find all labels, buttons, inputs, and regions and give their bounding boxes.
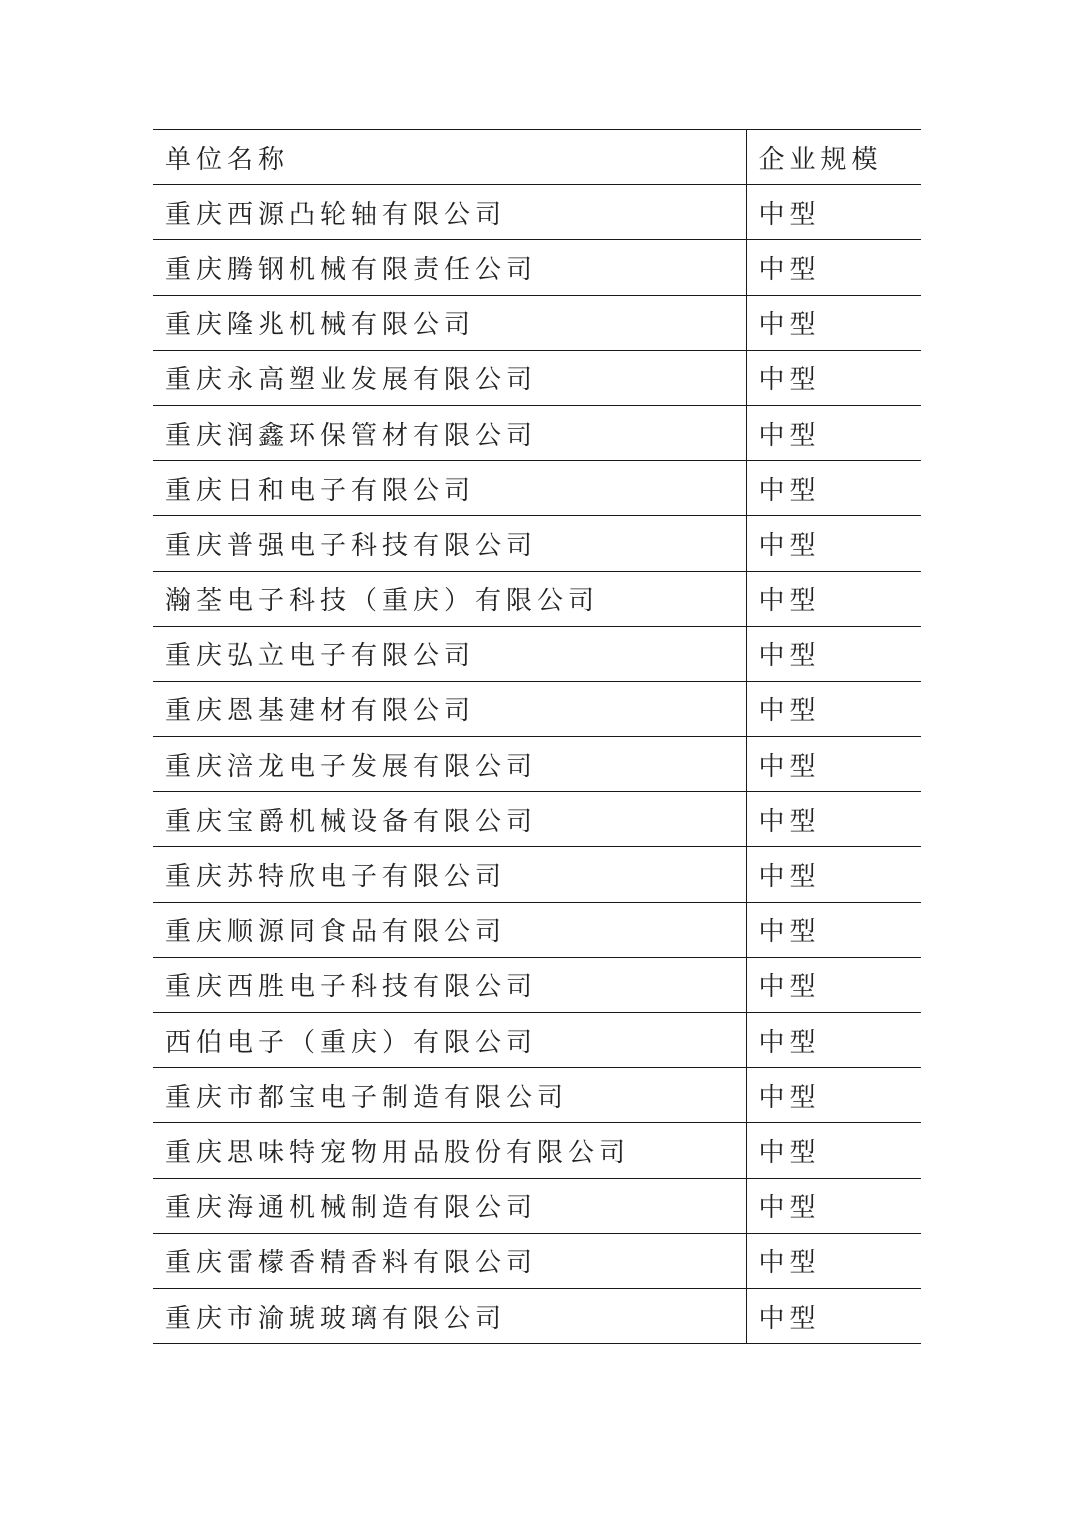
unit-name-cell: 重庆润鑫环保管材有限公司 xyxy=(153,405,746,460)
table-row xyxy=(153,405,921,460)
unit-name-cell: 重庆普强电子科技有限公司 xyxy=(153,516,746,571)
table-row xyxy=(153,681,921,736)
header-unit-name: 单位名称 xyxy=(153,130,746,185)
table-row xyxy=(153,461,921,516)
table-row xyxy=(153,240,921,295)
enterprise-size-cell: 中型 xyxy=(746,1178,921,1233)
enterprise-size-cell: 中型 xyxy=(746,185,921,240)
enterprise-size-cell: 中型 xyxy=(746,847,921,902)
unit-name-cell: 西伯电子（重庆）有限公司 xyxy=(153,1013,746,1068)
unit-name-cell: 重庆弘立电子有限公司 xyxy=(153,626,746,681)
enterprise-size-cell: 中型 xyxy=(746,350,921,405)
table-row xyxy=(153,737,921,792)
unit-name-cell: 重庆苏特欣电子有限公司 xyxy=(153,847,746,902)
unit-name-cell: 重庆腾钢机械有限责任公司 xyxy=(153,240,746,295)
enterprise-size-cell: 中型 xyxy=(746,1233,921,1288)
unit-name-cell: 重庆日和电子有限公司 xyxy=(153,461,746,516)
enterprise-size-cell: 中型 xyxy=(746,626,921,681)
enterprise-size-cell: 中型 xyxy=(746,516,921,571)
unit-name-cell: 重庆雷檬香精香料有限公司 xyxy=(153,1233,746,1288)
unit-name-cell: 重庆西源凸轮轴有限公司 xyxy=(153,185,746,240)
table-row xyxy=(153,185,921,240)
table-row xyxy=(153,571,921,626)
unit-name-cell: 重庆隆兆机械有限公司 xyxy=(153,295,746,350)
enterprise-table-container xyxy=(153,129,921,1344)
unit-name-cell: 重庆思味特宠物用品股份有限公司 xyxy=(153,1123,746,1178)
enterprise-size-cell: 中型 xyxy=(746,1288,921,1343)
enterprise-size-cell: 中型 xyxy=(746,1123,921,1178)
enterprise-size-cell: 中型 xyxy=(746,737,921,792)
table-row xyxy=(153,626,921,681)
enterprise-size-cell: 中型 xyxy=(746,957,921,1012)
enterprise-size-cell: 中型 xyxy=(746,571,921,626)
unit-name-cell: 重庆市渝琥玻璃有限公司 xyxy=(153,1288,746,1343)
table-row xyxy=(153,902,921,957)
unit-name-cell: 重庆永高塑业发展有限公司 xyxy=(153,350,746,405)
table-row xyxy=(153,1288,921,1343)
unit-name-cell: 重庆市都宝电子制造有限公司 xyxy=(153,1068,746,1123)
enterprise-size-cell: 中型 xyxy=(746,1013,921,1068)
header-enterprise-size: 企业规模 xyxy=(746,130,921,185)
unit-name-cell: 重庆恩基建材有限公司 xyxy=(153,681,746,736)
table-row xyxy=(153,792,921,847)
enterprise-size-cell: 中型 xyxy=(746,295,921,350)
table-row xyxy=(153,1233,921,1288)
table-row xyxy=(153,1123,921,1178)
table-row xyxy=(153,1178,921,1233)
unit-name-cell: 重庆海通机械制造有限公司 xyxy=(153,1178,746,1233)
table-row xyxy=(153,516,921,571)
enterprise-size-cell: 中型 xyxy=(746,902,921,957)
enterprise-table xyxy=(153,129,921,1344)
table-row xyxy=(153,1068,921,1123)
table-row xyxy=(153,295,921,350)
table-header-row xyxy=(153,130,921,185)
unit-name-cell: 重庆宝爵机械设备有限公司 xyxy=(153,792,746,847)
enterprise-size-cell: 中型 xyxy=(746,405,921,460)
table-row xyxy=(153,957,921,1012)
table-row xyxy=(153,350,921,405)
table-row xyxy=(153,1013,921,1068)
enterprise-size-cell: 中型 xyxy=(746,461,921,516)
enterprise-size-cell: 中型 xyxy=(746,792,921,847)
enterprise-size-cell: 中型 xyxy=(746,240,921,295)
unit-name-cell: 重庆涪龙电子发展有限公司 xyxy=(153,737,746,792)
enterprise-size-cell: 中型 xyxy=(746,681,921,736)
unit-name-cell: 瀚荃电子科技（重庆）有限公司 xyxy=(153,571,746,626)
table-row xyxy=(153,847,921,902)
enterprise-size-cell: 中型 xyxy=(746,1068,921,1123)
unit-name-cell: 重庆顺源同食品有限公司 xyxy=(153,902,746,957)
unit-name-cell: 重庆西胜电子科技有限公司 xyxy=(153,957,746,1012)
